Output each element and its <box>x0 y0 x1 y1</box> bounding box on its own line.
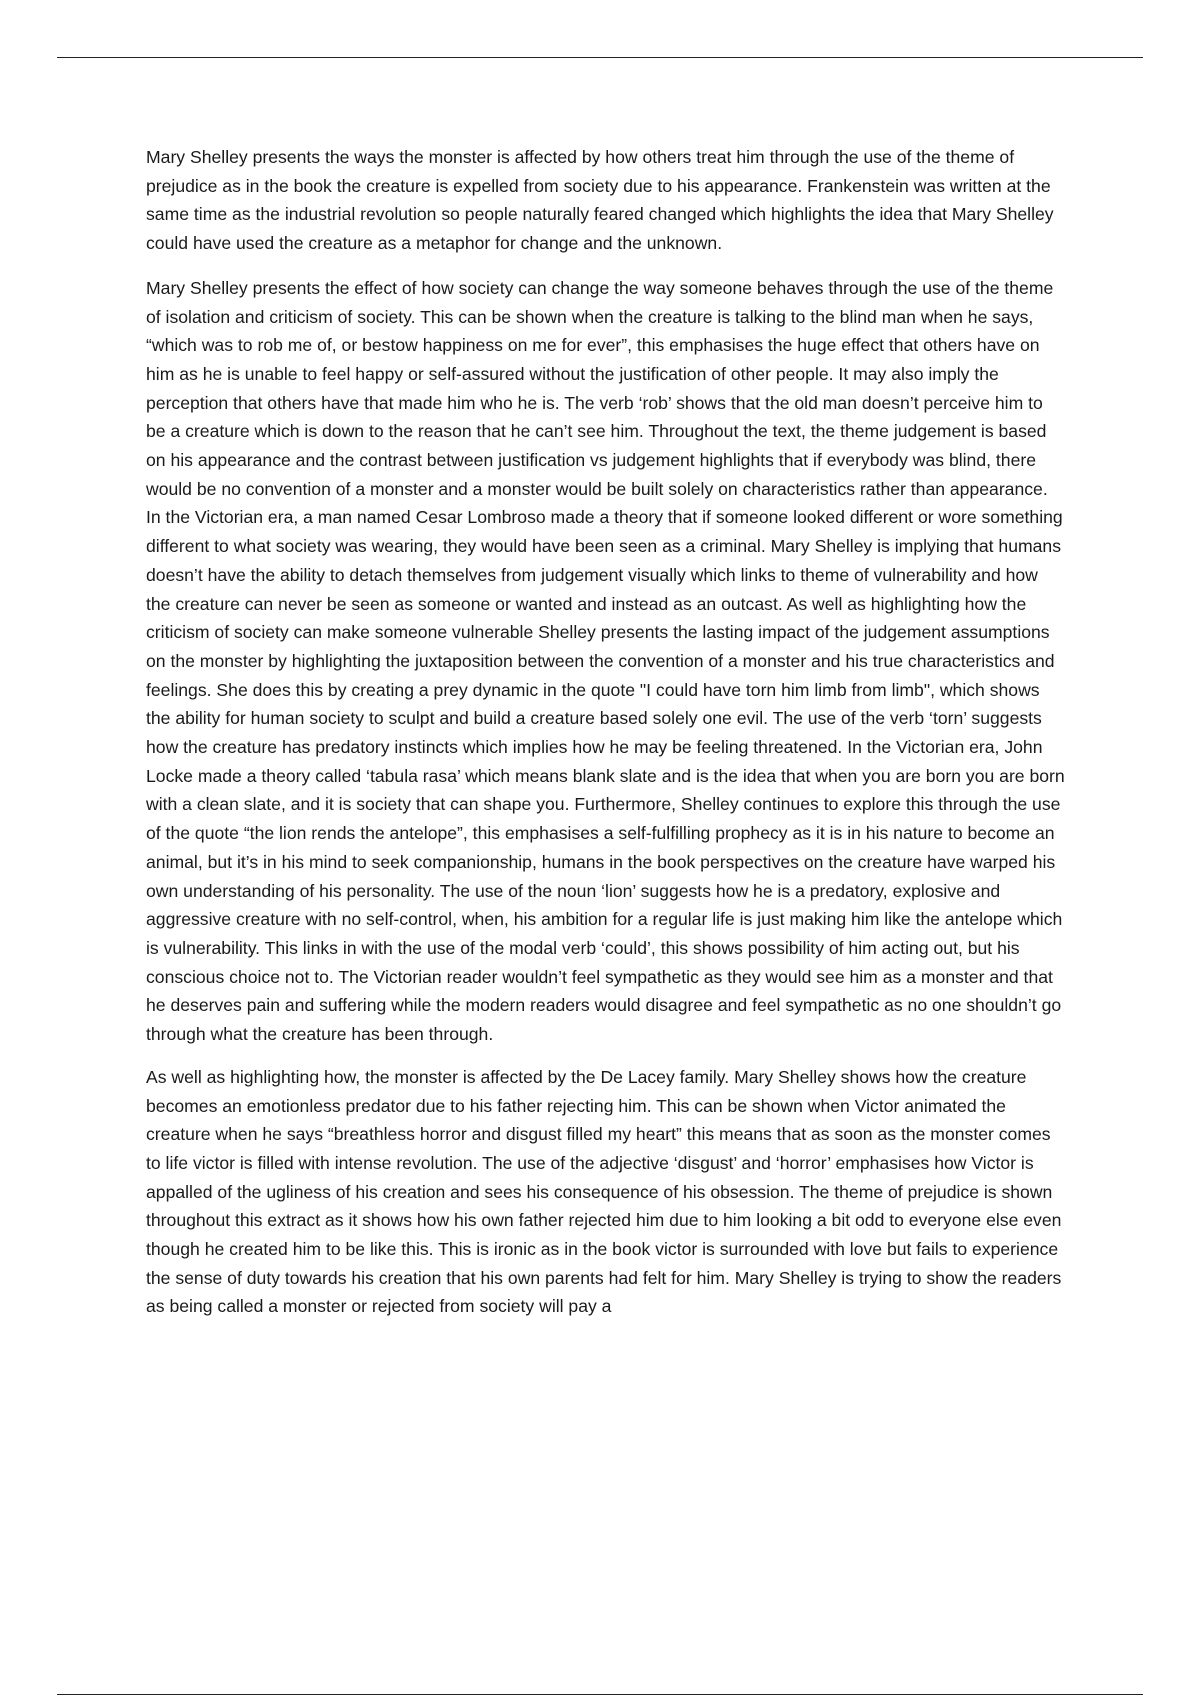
footer-rule <box>57 1694 1143 1695</box>
paragraph-isolation: Mary Shelley presents the effect of how society can change the way someone behaves through the use of the theme of isolation and criticism of society. This can be shown when the creature is talking to the blind man when he says, “which was to rob me of, or bestow happiness on me for ever”, this emphasises the huge effect that others have on him as he is unable to feel happy or self-assured without the justification of other people. It may also imply the perception that others have that made him who he is. The verb ‘rob’ shows that the old man doesn’t perceive him to be a creature which is down to the reason that he can’t see him. Throughout the text, the theme judgement is based on his appearance and the contrast between justification vs judgement highlights that if everybody was blind, there would be no convention of a monster and a monster would be built solely on characteristics rather than appearance. In the Victorian era, a man named Cesar Lombroso made a theory that if someone looked different or wore something different to what society was wearing, they would have been seen as a criminal. Mary Shelley is implying that humans doesn’t have the ability to detach themselves from judgement visually which links to theme of vulnerability and how the creature can never be seen as someone or wanted and instead as an outcast. As well as highlighting how the criticism of society can make someone vulnerable Shelley presents the lasting impact of the judgement assumptions on the monster by highlighting the juxtaposition between the convention of a monster and his true characteristics and feelings. She does this by creating a prey dynamic in the quote "I could have torn him limb from limb", which shows the ability for human society to sculpt and build a creature based solely one evil. The use of the verb ‘torn’ suggests how the creature has predatory instincts which implies how he may be feeling threatened. In the Victorian era, John Locke made a theory called ‘tabula rasa’ which means blank slate and is the idea that when you are born you are born with a clean slate, and it is society that can shape you. Furthermore, Shelley continues to explore this through the use of the quote “the lion rends the antelope”, this emphasises a self-fulfilling prophecy as it is in his nature to become an animal, but it’s in his mind to seek companionship, humans in the book perspectives on the creature have warped his own understanding of his personality. The use of the noun ‘lion’ suggests how he is a predatory, explosive and aggressive creature with no self-control, when, his ambition for a regular life is just making him like the antelope which is vulnerability. This links in with the use of the modal verb ‘could’, this shows possibility of him acting out, but his conscious choice not to. The Victorian reader wouldn’t feel sympathetic as they would see him as a monster and that he deserves pain and suffering while the modern readers would disagree and feel sympathetic as no one shouldn’t go through what the creature has been through. <box>146 277 1065 1045</box>
paragraph-intro: Mary Shelley presents the ways the monster is affected by how others treat him through the use of the theme of prejudice as in the book the creature is expelled from society due to his appearance. Frankenstein was written at the same time as the industrial revolution so people naturally feared changed which highlights the idea that Mary Shelley could have used the creature as a metaphor for change and the unknown. <box>146 147 1054 254</box>
paragraph-de-lacey: As well as highlighting how, the monster is affected by the De Lacey family. Mary Shelley shows how the creature becomes an emotionless predator due to his father rejecting him. This can be shown when Victor animated the creature when he says “breathless horror and disgust filled my heart” this means that as soon as the monster comes to life victor is filled with intense revolution. The use of the adjective ‘disgust’ and ‘horror’ emphasises how Victor is appalled of the ugliness of his creation and sees his consequence of his obsession. The theme of prejudice is shown throughout this extract as it shows how his own father rejected him due to him looking a bit odd to everyone else even though he created him to be like this. This is ironic as in the book victor is surrounded with love but fails to experience the sense of duty towards his creation that his own parents had felt for him. Mary Shelley is trying to show the readers as being called a monster or rejected from society will pay a <box>146 1066 1062 1317</box>
essay-body <box>146 143 1066 1337</box>
header-rule <box>57 57 1143 58</box>
